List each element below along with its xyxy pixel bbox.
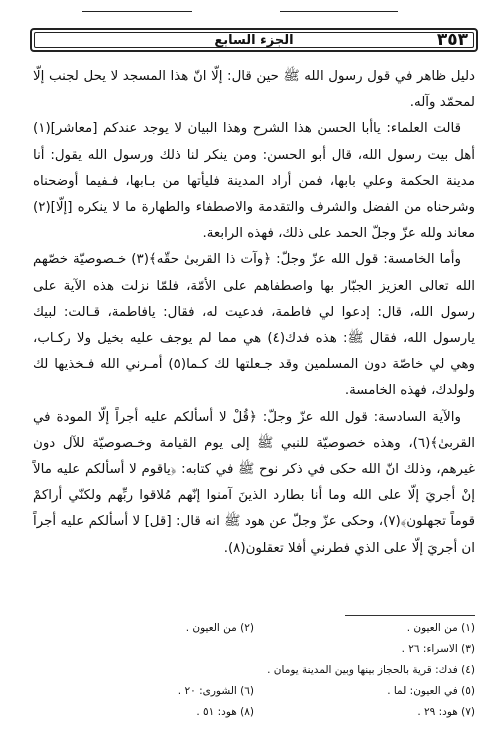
- footnote-row: [33, 702, 475, 723]
- page-number: ٣٥٣: [436, 30, 468, 50]
- footnote: (٢) من العيون .: [185, 622, 254, 634]
- footnote: (٧) هود: ٢٩ .: [417, 706, 475, 718]
- footnote: (٨) هود: ٥١ .: [196, 706, 254, 718]
- main-text: [33, 64, 475, 562]
- footnote: (٣) الاسراء: ٢٦ .: [401, 643, 475, 655]
- page-header: [30, 28, 478, 52]
- paragraph: والآية السادسة: قول الله عزّ وجلّ: ﴿قُلْ لا أسألكم عليه أجراً إلّا المودة في القربىٰ﴾(٦)، وهذه خصوصيّة للنبي ﷺ إلى يوم القيامة وخـصوصيّة للآل دون غيرهم، وذلك انّ الله حكى في ذكر نوح ﷺ في كتابه: ﴿ياقوم لا أسألكم عليه مالاً إنْ أجريَ إلّا على الله وما أنا بطارد الذينَ آمنوا إنّهم مُلاقوا ربِّهم ولكنّي أراكمْ قوماً تجهلون﴾(٧)، وحكى عزّ وجلّ عن هود ﷺ انه قال: [قل] لا أسألكم عليه أجراً ان أجريَ إلّا على الذي فطرني أفلا تعقلون(٨).: [33, 409, 475, 556]
- footnote: (٥) في العيون: لما .: [387, 685, 475, 697]
- running-title: الجزء السابع: [214, 32, 294, 48]
- header-rule-right: [280, 11, 398, 12]
- footnote: (٦) الشورى: ٢٠ .: [177, 685, 254, 697]
- footnote-divider: [345, 615, 475, 616]
- footnote: (١) من العيون .: [406, 622, 475, 634]
- footnote: [33, 639, 254, 660]
- paragraph: وأما الخامسة: قول الله عزّ وجلّ: ﴿وآت ذا القربىٰ حقّه﴾(٣) خـصوصيّة خصّهم الله تعالى العزيز الجبّار بها واصطفاهم على الأمّة، فلمّا نزلت هذه الآية على رسول الله، قال: إدعوا لي فاطمة، فدعيت له، فقال: يافاطمة، قـالت: لبيك يارسول الله، فقال ﷺ: هذه فدك(٤) هي مما لم يوجف عليه بخيل ولا ركـاب، وهي لي خاصّة دون المسلمين وقد جـعلتها لك كـما(٥) أمـرني الله فـخذيها لك ولولدك، فهذه الخامسة.: [33, 252, 475, 399]
- paragraph: قالت العلماء: ياأبا الحسن هذا الشرح وهذا البيان لا يوجد عندكم [معاشر](١) أهل بيت رسول الله، قال أبو الحسن: ومن ينكر لنا ذلك ورسول الله يقول: أنا مدينة الحكمة وعلي بابها، فمن أراد المدينة فليأتها من بـابها، فـفيما أوضحناه وشرحناه من الفضل والشرف والتقدمة والاصطفاء والطهارة ما لا ينكره [إلّا](٢) معاند ولله عزّ وجلّ الحمد على ذلك، فهذه الرابعة.: [33, 121, 475, 242]
- footnote-row: [33, 639, 475, 660]
- header-rule-left: [82, 11, 192, 12]
- footnote-row: [33, 681, 475, 702]
- paragraph: دليل ظاهر في قول رسول الله ﷺ حين قال: إلّا انّ هذا المسجد لا يحل لجنب إلّا لمحمّد وآله.: [33, 69, 475, 111]
- footnotes: [33, 618, 475, 723]
- footnote-row: [33, 618, 475, 639]
- footnote: (٤) فدك: قرية بالحجاز بينها وبين المدينة يومان .: [267, 664, 475, 676]
- footnote-row: [33, 660, 475, 681]
